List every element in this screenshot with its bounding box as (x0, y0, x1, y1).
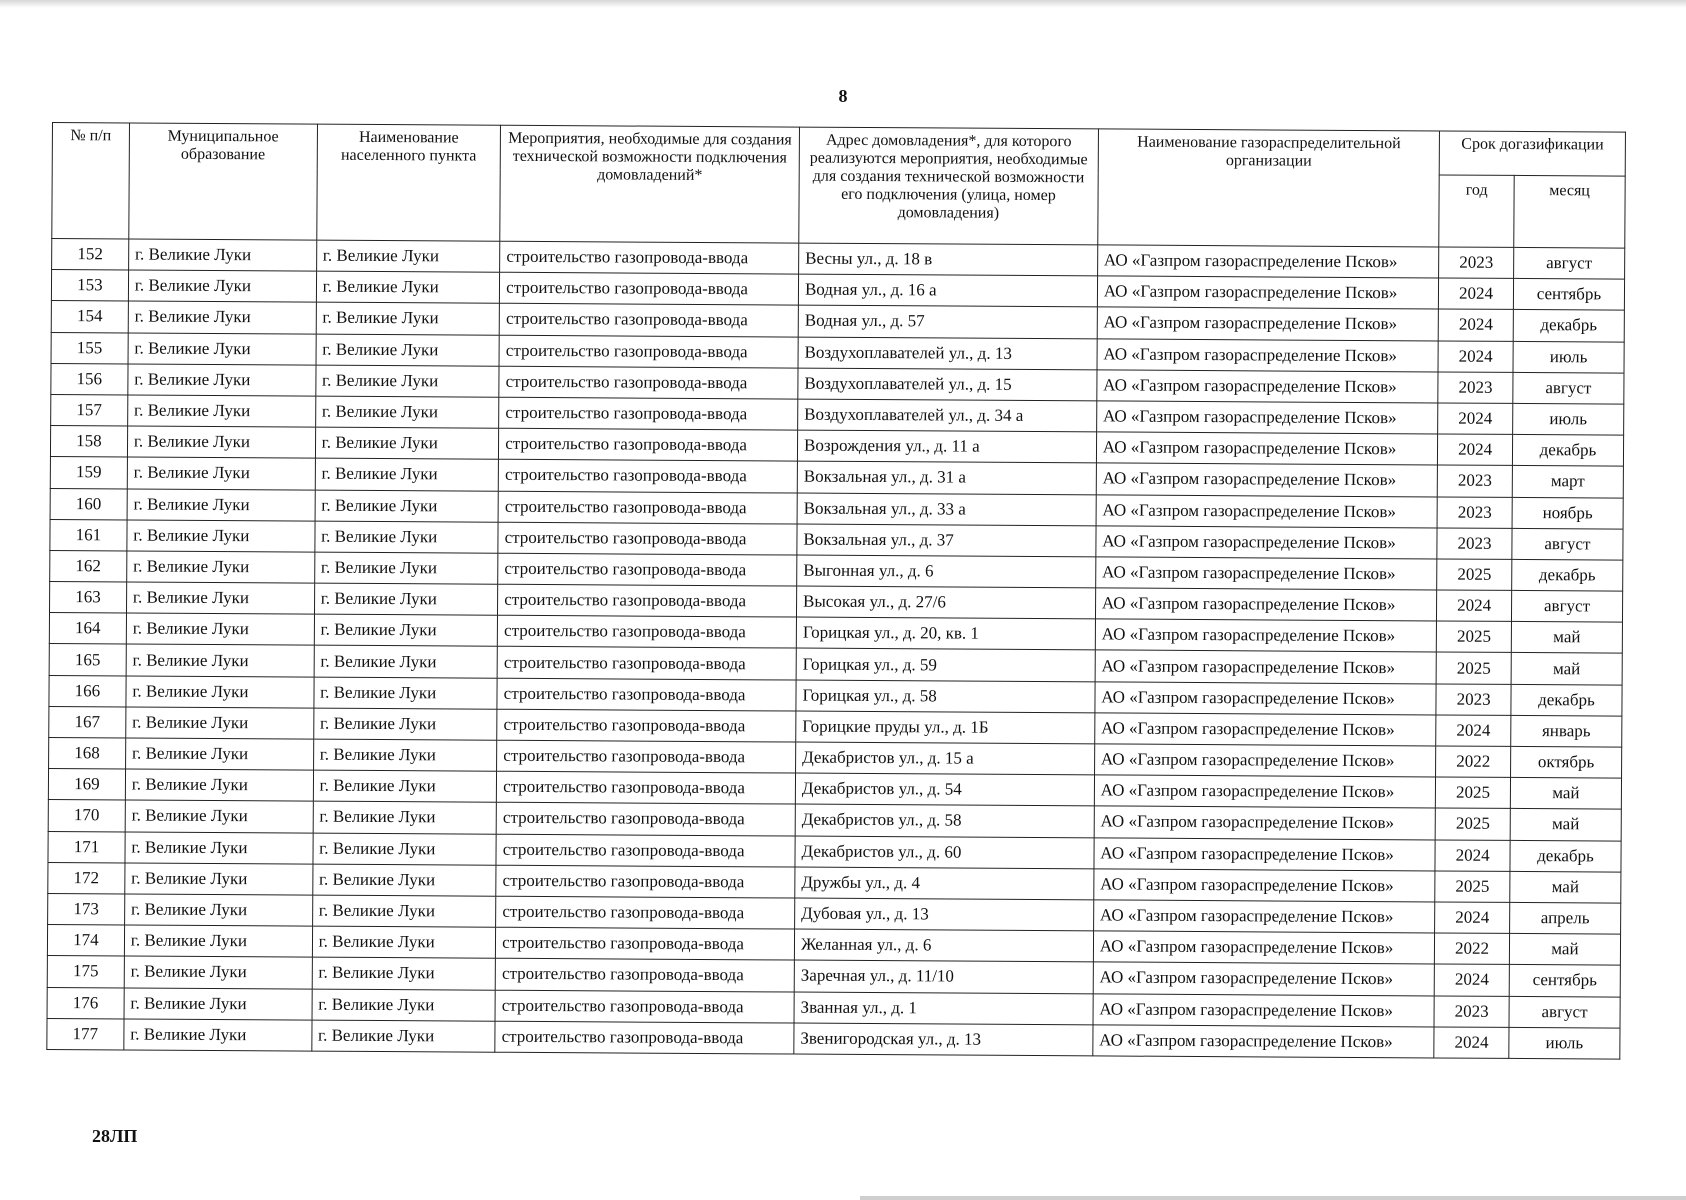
cell-organization: АО «Газпром газораспределение Псков» (1093, 900, 1435, 933)
cell-month: июль (1513, 341, 1624, 373)
cell-year: 2025 (1435, 871, 1510, 903)
cell-municipality: г. Великие Луки (126, 707, 314, 739)
cell-settlement: г. Великие Луки (314, 677, 498, 709)
cell-municipality: г. Великие Луки (124, 956, 312, 988)
cell-organization: АО «Газпром газораспределение Псков» (1095, 650, 1437, 683)
cell-year: 2024 (1436, 715, 1511, 747)
cell-organization: АО «Газпром газораспределение Псков» (1094, 806, 1436, 839)
cell-settlement: г. Великие Луки (316, 240, 500, 272)
cell-address: Вокзальная ул., д. 33 а (797, 493, 1096, 526)
cell-address: Званная ул., д. 1 (794, 992, 1093, 1025)
footer-code: 28ЛП (92, 1126, 138, 1146)
cell-organization: АО «Газпром газораспределение Псков» (1094, 775, 1436, 808)
header-municipality: Муниципальное образование (129, 123, 318, 240)
cell-month: август (1512, 528, 1623, 560)
cell-settlement: г. Великие Луки (312, 957, 496, 989)
cell-year: 2024 (1438, 403, 1513, 435)
cell-month: август (1511, 590, 1622, 622)
cell-num: 159 (50, 457, 127, 489)
cell-year: 2025 (1437, 559, 1512, 591)
cell-month: март (1512, 466, 1623, 498)
cell-year: 2023 (1438, 465, 1513, 497)
cell-address: Горицкие пруды ул., д. 1Б (796, 711, 1095, 744)
scan-edge-bottom (860, 1196, 1686, 1200)
cell-measure: строительство газопровода-ввода (498, 460, 797, 493)
cell-address: Вокзальная ул., д. 31 а (797, 461, 1096, 494)
cell-year: 2024 (1434, 1027, 1509, 1059)
cell-municipality: г. Великие Луки (125, 738, 313, 770)
cell-year: 2024 (1438, 434, 1513, 466)
cell-address: Горицкая ул., д. 58 (796, 680, 1095, 713)
cell-year: 2024 (1435, 902, 1510, 934)
cell-num: 157 (51, 394, 128, 426)
cell-settlement: г. Великие Луки (313, 739, 497, 771)
cell-month: август (1509, 996, 1620, 1028)
cell-measure: строительство газопровода-ввода (500, 272, 799, 305)
cell-organization: АО «Газпром газораспределение Псков» (1095, 588, 1437, 621)
cell-month: сентябрь (1513, 279, 1624, 311)
cell-municipality: г. Великие Луки (128, 364, 316, 396)
cell-month: декабрь (1510, 840, 1621, 872)
cell-month: октябрь (1510, 746, 1621, 778)
cell-year: 2025 (1436, 777, 1511, 809)
cell-measure: строительство газопровода-ввода (498, 522, 797, 555)
cell-municipality: г. Великие Луки (128, 333, 316, 365)
cell-organization: АО «Газпром газораспределение Псков» (1095, 682, 1437, 715)
cell-settlement: г. Великие Луки (315, 490, 499, 522)
cell-month: август (1513, 372, 1624, 404)
cell-organization: АО «Газпром газораспределение Псков» (1094, 837, 1436, 870)
cell-year: 2024 (1434, 964, 1509, 996)
cell-address: Водная ул., д. 16 а (798, 274, 1097, 307)
cell-municipality: г. Великие Луки (128, 301, 316, 333)
cell-num: 166 (49, 675, 126, 707)
cell-organization: АО «Газпром газораспределение Псков» (1097, 370, 1439, 403)
header-term: Срок догазификации (1439, 131, 1625, 176)
cell-month: июль (1509, 1027, 1620, 1059)
cell-municipality: г. Великие Луки (127, 395, 315, 427)
cell-measure: строительство газопровода-ввода (500, 241, 799, 274)
cell-settlement: г. Великие Луки (316, 334, 500, 366)
cell-municipality: г. Великие Луки (127, 457, 315, 489)
cell-address: Воздухоплавателей ул., д. 13 (798, 337, 1097, 370)
cell-measure: строительство газопровода-ввода (498, 491, 797, 524)
cell-measure: строительство газопровода-ввода (499, 335, 798, 368)
cell-num: 173 (48, 893, 125, 925)
cell-address: Звенигородская ул., д. 13 (794, 1023, 1093, 1056)
cell-year: 2023 (1434, 995, 1509, 1027)
cell-month: ноябрь (1512, 497, 1623, 529)
cell-month: декабрь (1512, 559, 1623, 591)
cell-settlement: г. Великие Луки (315, 365, 499, 397)
cell-year: 2024 (1439, 278, 1514, 310)
cell-num: 163 (50, 582, 127, 614)
cell-year: 2025 (1437, 621, 1512, 653)
cell-address: Декабристов ул., д. 15 а (796, 742, 1095, 775)
cell-settlement: г. Великие Луки (315, 458, 499, 490)
cell-organization: АО «Газпром газораспределение Псков» (1095, 557, 1437, 590)
scan-edge-top (0, 0, 1686, 8)
cell-num: 153 (51, 270, 128, 302)
cell-year: 2024 (1437, 590, 1512, 622)
cell-year: 2023 (1436, 684, 1511, 716)
cell-municipality: г. Великие Луки (128, 239, 316, 271)
cell-municipality: г. Великие Луки (124, 925, 312, 957)
cell-settlement: г. Великие Луки (316, 302, 500, 334)
cell-organization: АО «Газпром газораспределение Псков» (1096, 432, 1438, 465)
table-container (46, 122, 1626, 1059)
cell-organization: АО «Газпром газораспределение Псков» (1097, 276, 1439, 309)
cell-year: 2023 (1437, 528, 1512, 560)
cell-year: 2024 (1435, 840, 1510, 872)
cell-year: 2023 (1438, 372, 1513, 404)
table-header (52, 123, 1626, 249)
cell-measure: строительство газопровода-ввода (497, 740, 796, 773)
cell-municipality: г. Великие Луки (124, 987, 312, 1019)
cell-year: 2022 (1435, 933, 1510, 965)
cell-month: май (1510, 809, 1621, 841)
cell-municipality: г. Великие Луки (125, 769, 313, 801)
cell-address: Воздухоплавателей ул., д. 34 а (798, 399, 1097, 432)
cell-year: 2025 (1435, 808, 1510, 840)
cell-municipality: г. Великие Луки (125, 832, 313, 864)
cell-num: 170 (48, 800, 125, 832)
cell-address: Дубовая ул., д. 13 (795, 898, 1094, 931)
cell-organization: АО «Газпром газораспределение Псков» (1093, 931, 1435, 964)
cell-organization: АО «Газпром газораспределение Псков» (1094, 869, 1436, 902)
cell-num: 161 (50, 519, 127, 551)
cell-measure: строительство газопровода-ввода (496, 927, 795, 960)
cell-measure: строительство газопровода-ввода (497, 709, 796, 742)
header-year: год (1439, 175, 1514, 247)
cell-measure: строительство газопровода-ввода (496, 834, 795, 867)
cell-settlement: г. Великие Луки (313, 801, 497, 833)
cell-num: 162 (50, 550, 127, 582)
cell-address: Водная ул., д. 57 (798, 305, 1097, 338)
cell-num: 167 (49, 706, 126, 738)
cell-settlement: г. Великие Луки (312, 895, 496, 927)
cell-address: Весны ул., д. 18 в (799, 243, 1098, 276)
cell-settlement: г. Великие Луки (312, 989, 496, 1021)
cell-measure: строительство газопровода-ввода (499, 304, 798, 337)
cell-measure: строительство газопровода-ввода (496, 896, 795, 929)
cell-measure: строительство газопровода-ввода (496, 803, 795, 836)
cell-num: 154 (51, 301, 128, 333)
header-num: № п/п (52, 123, 130, 239)
cell-num: 177 (47, 1018, 124, 1050)
cell-organization: АО «Газпром газораспределение Псков» (1093, 993, 1435, 1026)
header-address: Адрес домовладения*, для которого реализуются мероприятия, необходимые для создания технической возможности его подключения (улица, номер домовладения) (799, 127, 1098, 245)
cell-num: 164 (49, 613, 126, 645)
cell-municipality: г. Великие Луки (128, 270, 316, 302)
cell-municipality: г. Великие Луки (125, 863, 313, 895)
cell-month: январь (1511, 715, 1622, 747)
cell-settlement: г. Великие Луки (313, 708, 497, 740)
cell-municipality: г. Великие Луки (127, 426, 315, 458)
cell-measure: строительство газопровода-ввода (498, 584, 797, 617)
cell-organization: АО «Газпром газораспределение Псков» (1096, 401, 1438, 434)
cell-settlement: г. Великие Луки (314, 552, 498, 584)
cell-address: Горицкая ул., д. 20, кв. 1 (796, 617, 1095, 650)
cell-address: Вокзальная ул., д. 37 (797, 524, 1096, 557)
cell-measure: строительство газопровода-ввода (497, 615, 796, 648)
cell-num: 165 (49, 644, 126, 676)
cell-address: Выгонная ул., д. 6 (797, 555, 1096, 588)
header-month: месяц (1514, 175, 1625, 248)
cell-municipality: г. Великие Луки (126, 582, 314, 614)
cell-settlement: г. Великие Луки (316, 271, 500, 303)
cell-settlement: г. Великие Луки (314, 614, 498, 646)
cell-num: 155 (51, 332, 128, 364)
cell-measure: строительство газопровода-ввода (497, 647, 796, 680)
cell-municipality: г. Великие Луки (127, 488, 315, 520)
cell-month: апрель (1510, 902, 1621, 934)
cell-num: 156 (51, 363, 128, 395)
cell-num: 174 (47, 925, 124, 957)
cell-num: 169 (48, 769, 125, 801)
cell-num: 168 (49, 737, 126, 769)
cell-organization: АО «Газпром газораспределение Псков» (1096, 526, 1438, 559)
cell-measure: строительство газопровода-ввода (496, 865, 795, 898)
cell-measure: строительство газопровода-ввода (495, 1021, 794, 1054)
cell-municipality: г. Великие Луки (127, 520, 315, 552)
cell-month: август (1514, 247, 1625, 279)
cell-municipality: г. Великие Луки (124, 1019, 312, 1051)
cell-num: 160 (50, 488, 127, 520)
cell-measure: строительство газопровода-ввода (498, 553, 797, 586)
cell-month: сентябрь (1509, 965, 1620, 997)
cell-measure: строительство газопровода-ввода (499, 366, 798, 399)
cell-organization: АО «Газпром газораспределение Псков» (1095, 713, 1437, 746)
cell-measure: строительство газопровода-ввода (497, 678, 796, 711)
cell-address: Возрождения ул., д. 11 а (797, 430, 1096, 463)
cell-settlement: г. Великие Луки (315, 427, 499, 459)
cell-month: май (1511, 653, 1622, 685)
header-organization: Наименование газораспределительной организации (1098, 129, 1440, 247)
header-row (52, 123, 1625, 177)
cell-num: 176 (47, 987, 124, 1019)
page-number: 8 (838, 86, 848, 106)
cell-year: 2025 (1436, 652, 1511, 684)
cell-settlement: г. Великие Луки (312, 864, 496, 896)
cell-address: Дружбы ул., д. 4 (795, 867, 1094, 900)
cell-municipality: г. Великие Луки (126, 613, 314, 645)
cell-organization: АО «Газпром газораспределение Псков» (1097, 245, 1439, 278)
cell-year: 2024 (1438, 341, 1513, 373)
cell-measure: строительство газопровода-ввода (495, 990, 794, 1023)
cell-settlement: г. Великие Луки (313, 833, 497, 865)
cell-organization: АО «Газпром газораспределение Псков» (1093, 1025, 1435, 1058)
cell-settlement: г. Великие Луки (313, 770, 497, 802)
cell-address: Высокая ул., д. 27/6 (796, 586, 1095, 619)
cell-organization: АО «Газпром газораспределение Псков» (1093, 962, 1435, 995)
cell-settlement: г. Великие Луки (314, 583, 498, 615)
cell-month: декабрь (1511, 684, 1622, 716)
cell-organization: АО «Газпром газораспределение Псков» (1096, 463, 1438, 496)
cell-year: 2022 (1436, 746, 1511, 778)
cell-municipality: г. Великие Луки (127, 551, 315, 583)
cell-year: 2024 (1438, 309, 1513, 341)
cell-address: Воздухоплавателей ул., д. 15 (798, 368, 1097, 401)
cell-num: 152 (52, 239, 129, 271)
cell-organization: АО «Газпром газораспределение Псков» (1094, 744, 1436, 777)
cell-organization: АО «Газпром газораспределение Псков» (1097, 307, 1439, 340)
header-settlement: Наименование населенного пункта (316, 124, 500, 241)
cell-num: 172 (48, 862, 125, 894)
cell-month: июль (1513, 403, 1624, 435)
cell-address: Желанная ул., д. 6 (794, 929, 1093, 962)
cell-address: Декабристов ул., д. 58 (795, 804, 1094, 837)
cell-municipality: г. Великие Луки (124, 894, 312, 926)
cell-month: декабрь (1512, 435, 1623, 467)
cell-organization: АО «Газпром газораспределение Псков» (1095, 619, 1437, 652)
cell-address: Горицкая ул., д. 59 (796, 648, 1095, 681)
cell-address: Заречная ул., д. 11/10 (794, 960, 1093, 993)
cell-measure: строительство газопровода-ввода (499, 397, 798, 430)
cell-organization: АО «Газпром газораспределение Псков» (1096, 494, 1438, 527)
header-measures: Мероприятия, необходимые для создания технической возможности подключения домовладений* (500, 125, 799, 243)
table-body (47, 239, 1625, 1059)
cell-municipality: г. Великие Луки (126, 644, 314, 676)
cell-address: Декабристов ул., д. 54 (795, 773, 1094, 806)
cell-organization: АО «Газпром газораспределение Псков» (1097, 338, 1439, 371)
cell-month: май (1510, 871, 1621, 903)
cell-municipality: г. Великие Луки (125, 800, 313, 832)
cell-num: 171 (48, 831, 125, 863)
cell-num: 158 (50, 426, 127, 458)
cell-year: 2023 (1439, 247, 1514, 279)
cell-settlement: г. Великие Луки (312, 926, 496, 958)
cell-measure: строительство газопровода-ввода (497, 771, 796, 804)
cell-month: май (1511, 622, 1622, 654)
cell-settlement: г. Великие Луки (311, 1020, 495, 1052)
cell-num: 175 (47, 956, 124, 988)
gasification-table (46, 122, 1626, 1059)
cell-settlement: г. Великие Луки (315, 521, 499, 553)
cell-month: декабрь (1513, 310, 1624, 342)
cell-year: 2023 (1437, 496, 1512, 528)
cell-month: май (1510, 778, 1621, 810)
cell-municipality: г. Великие Луки (126, 676, 314, 708)
cell-month: май (1509, 934, 1620, 966)
cell-measure: строительство газопровода-ввода (495, 959, 794, 992)
cell-settlement: г. Великие Луки (315, 396, 499, 428)
cell-measure: строительство газопровода-ввода (499, 428, 798, 461)
cell-settlement: г. Великие Луки (314, 646, 498, 678)
cell-address: Декабристов ул., д. 60 (795, 836, 1094, 869)
